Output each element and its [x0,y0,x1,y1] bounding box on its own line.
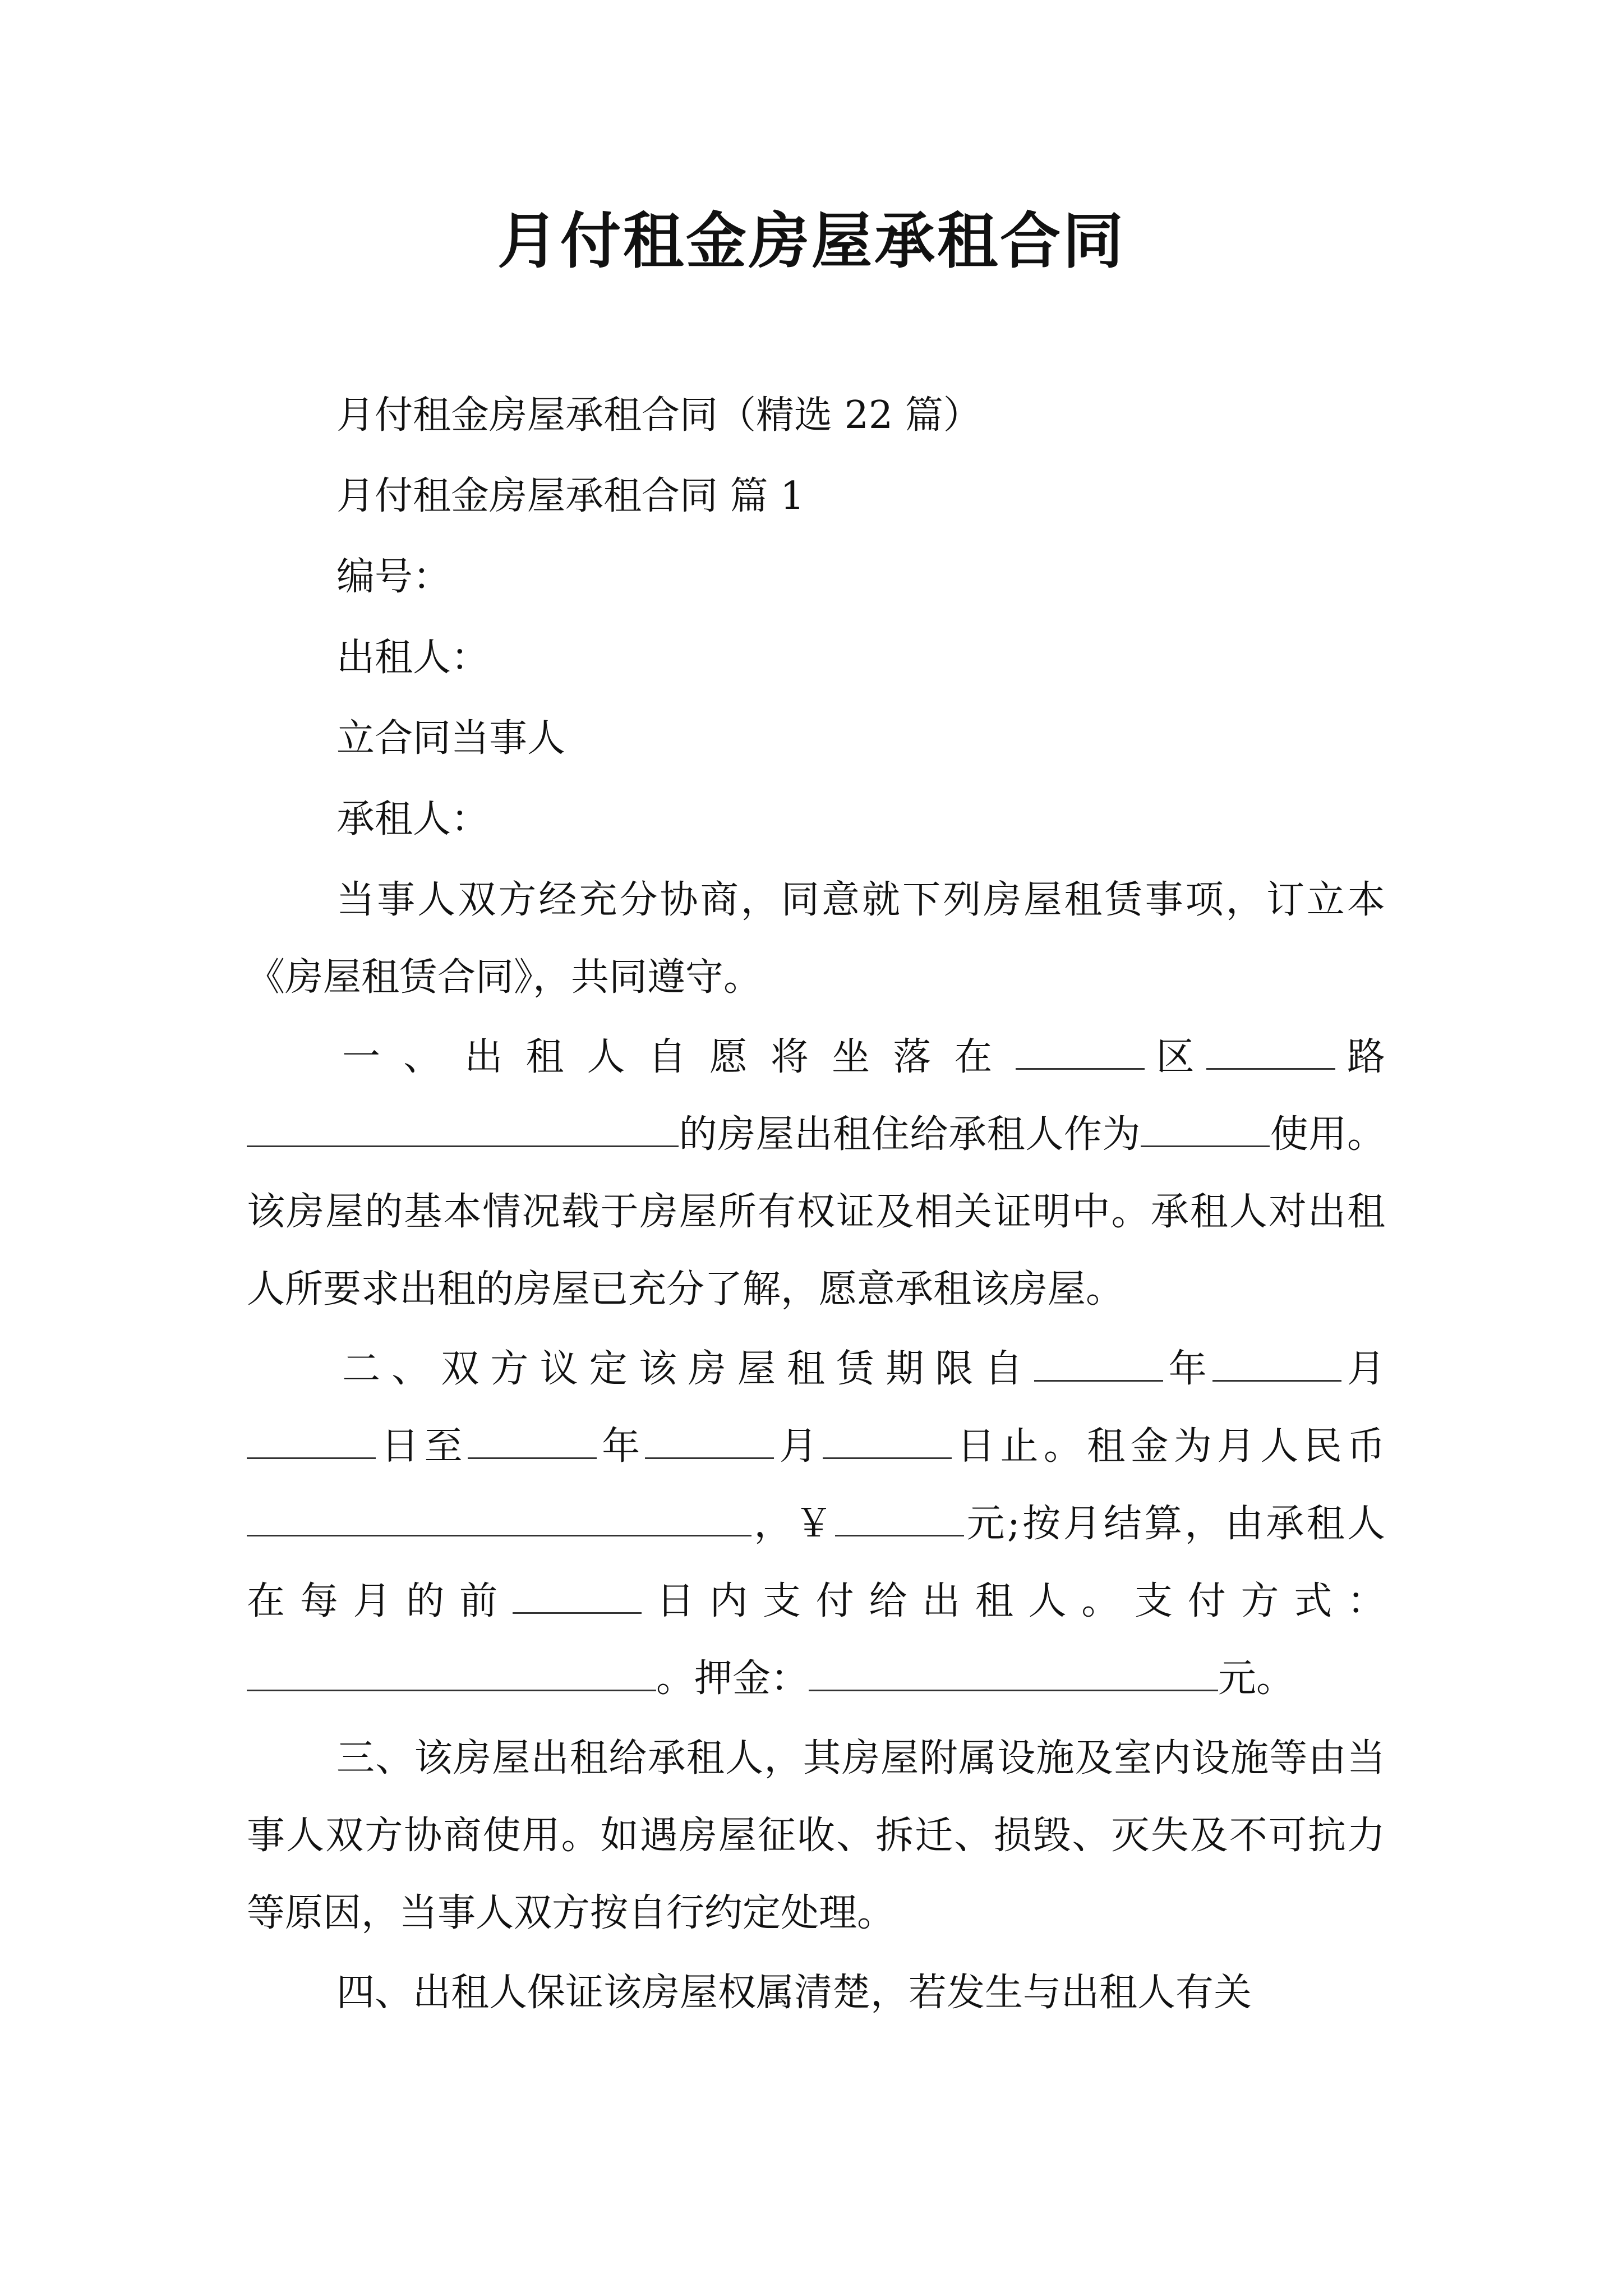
document-subtitle: 月付租金房屋承租合同（精选 22 篇） [336,393,981,438]
parties-label: 立合同当事人 [336,716,566,761]
blank-end-year[interactable] [468,1424,597,1459]
clause-2-text-d: 日至 [376,1424,468,1469]
blank-start-year[interactable] [1034,1346,1163,1382]
clause-2-text-b: 年 [1163,1347,1212,1391]
lessee-label: 承租人： [336,797,490,841]
clause-2-text-i: 元;按月结算，由承租人在每月的前 [247,1502,1385,1623]
clause-2-text-l: 元。 [1218,1657,1295,1701]
blank-rent-words[interactable] [247,1501,751,1536]
clause-1-text-c: 路 [1335,1035,1385,1079]
clause-2-text-a: 二、双方议定该房屋租赁期限自 [342,1347,1034,1391]
blank-rent-amount[interactable] [835,1501,964,1536]
blank-pay-days[interactable] [513,1579,642,1614]
blank-start-month[interactable] [1212,1346,1341,1382]
clause-1 [247,1019,1385,1328]
clause-2-text-f: 月 [774,1424,823,1469]
blank-district[interactable] [1016,1034,1145,1070]
clause-2-text-k: 。押金： [656,1657,809,1701]
clause-1-text-a: 一、出租人自愿将坐落在 [342,1035,1016,1079]
blank-deposit[interactable] [809,1656,1218,1691]
clause-1-text-d: 的房屋出租住给承租人作为 [679,1112,1141,1157]
document-body [247,377,1385,2034]
clause-1-text-b: 区 [1144,1035,1206,1079]
blank-pay-method[interactable] [247,1656,656,1691]
clause-4: 四、出租人保证该房屋权属清楚，若发生与出租人有关 [336,1971,1252,2015]
clause-2-text-j: 日内支付给出租人。支付方式： [641,1579,1385,1623]
blank-usage[interactable] [1141,1112,1270,1147]
blank-end-day[interactable] [823,1424,952,1459]
clause-2-text-e: 年 [596,1424,645,1469]
section-heading: 月付租金房屋承租合同 篇 1 [336,474,805,518]
blank-address[interactable] [247,1112,679,1147]
clause-2 [247,1331,1385,1718]
blank-start-day[interactable] [247,1424,376,1459]
clause-2-text-c: 月 [1341,1347,1385,1391]
blank-end-month[interactable] [645,1424,774,1459]
intro-paragraph: 当事人双方经充分协商，同意就下列房屋租赁事项，订立本《房屋租赁合同》，共同遵守。 [247,878,1385,1000]
lessor-label: 出租人： [336,636,490,680]
clause-3: 三、该房屋出租给承租人，其房屋附属设施及室内设施等由当事人双方协商使用。如遇房屋征收、拆迁、损毁、灭失及不可抗力等原因，当事人双方按自行约定处理。 [247,1736,1385,1935]
clause-2-text-h: ，￥ [751,1502,836,1546]
document-title: 月付租金房屋承租合同 [497,206,1126,277]
blank-road[interactable] [1206,1034,1335,1070]
clause-2-text-g: 日止。租金为月人民币 [952,1424,1385,1469]
number-label: 编号： [336,555,451,599]
clause-1-text-e: 使用。该房屋的基本情况载于房屋所有权证及相关证明中。承租人对出租人所要求出租的房屋已充分了解，愿意承租该房屋。 [247,1112,1385,1312]
